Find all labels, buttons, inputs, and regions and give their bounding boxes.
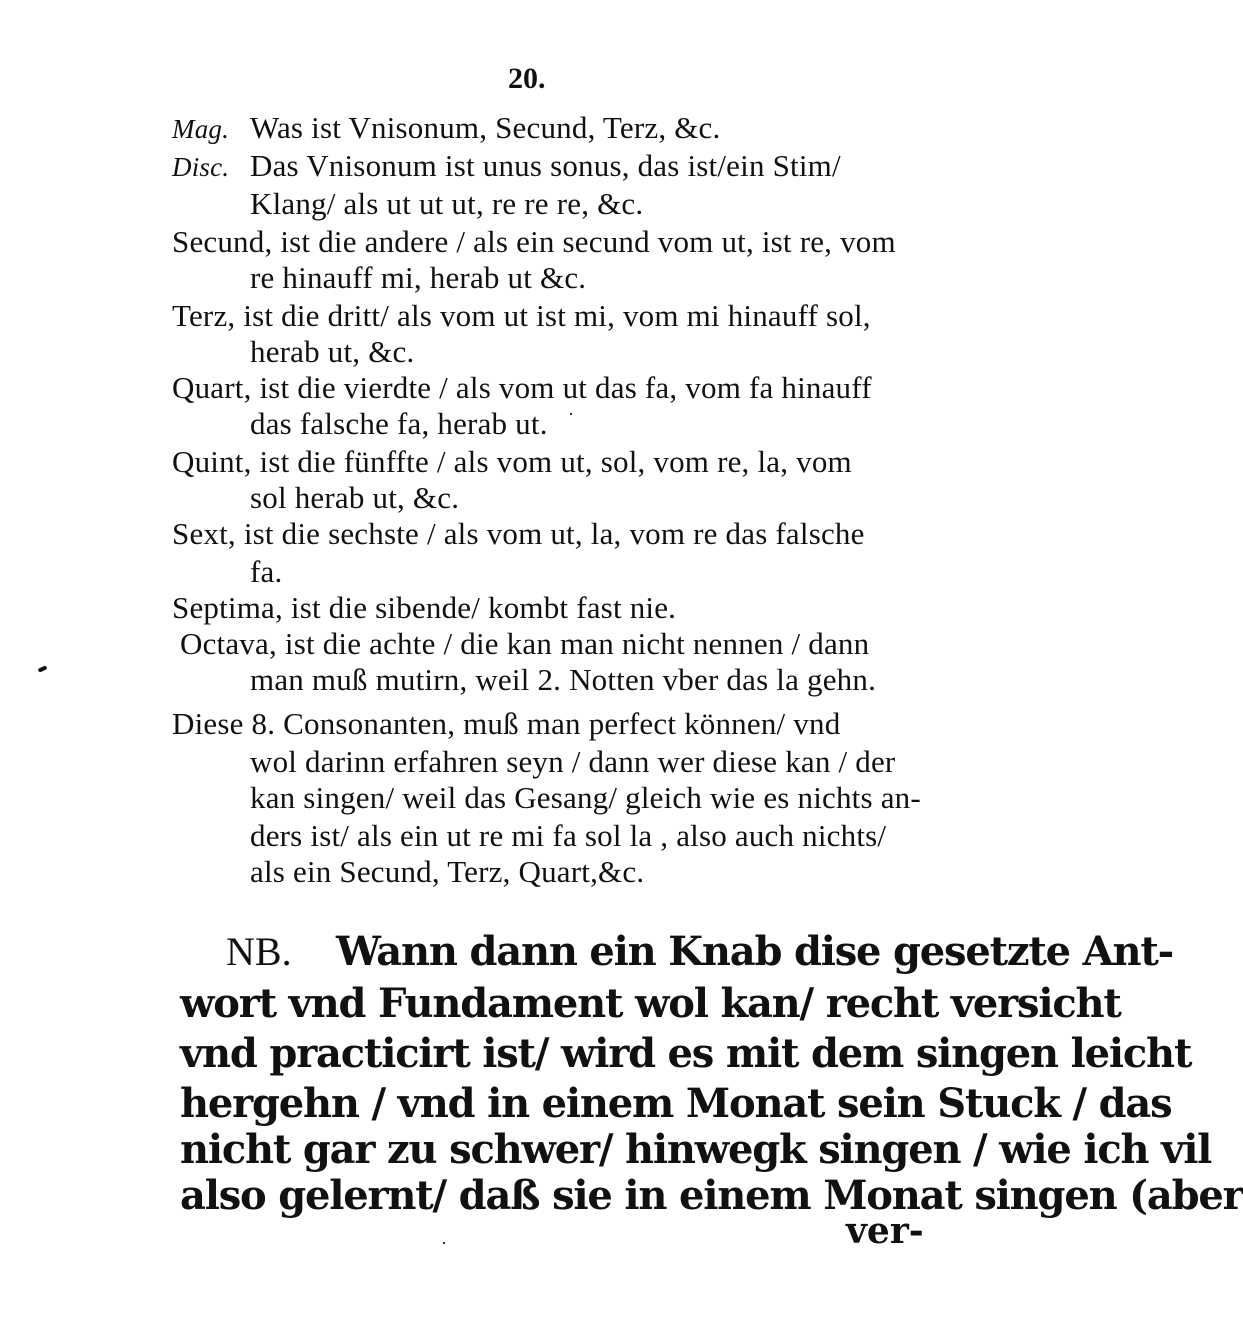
disc-text-1: Das Vnisonum ist unus sonus, das ist/ein Stim/ <box>250 148 841 183</box>
page-number: 20. <box>508 62 546 95</box>
mag-text: Was ist Vnisonum, Secund, Terz, &c. <box>250 110 721 145</box>
nb-line-5: nicht gar zu schwer/ hinwegk singen / wie ich vil <box>180 1126 1212 1173</box>
interval-octava-line-1: Octava, ist die achte / die kan man nicht nennen / dann <box>180 626 870 661</box>
interval-quint-line-2: sol herab ut, &c. <box>250 480 460 515</box>
interval-quint-line-1: Quint, ist die fünffte / als vom ut, sol, vom re, la, vom <box>172 444 852 479</box>
consonants-line-4: ders ist/ als ein ut re mi fa sol la , also auch nichts/ <box>250 818 887 853</box>
consonants-line-2: wol darinn erfahren seyn / dann wer diese kan / der <box>250 744 896 779</box>
speaker-disc: Disc. <box>172 152 230 182</box>
interval-sext-line-2: fa. <box>250 554 283 589</box>
ink-dot <box>570 413 572 415</box>
consonants-line-3: kan singen/ weil das Gesang/ gleich wie es nichts an- <box>250 780 921 815</box>
consonants-line-5: als ein Secund, Terz, Quart,&c. <box>250 854 645 889</box>
mag-line <box>172 110 720 146</box>
nb-label: NB. <box>226 929 292 974</box>
interval-secund-line-1: Secund, ist die andere / als ein secund vom ut, ist re, vom <box>172 224 896 259</box>
disc-text-2: Klang/ als ut ut ut, re re re, &c. <box>250 186 644 221</box>
interval-quart-line-2: das falsche fa, herab ut. <box>250 406 548 441</box>
interval-terz-line-2: herab ut, &c. <box>250 334 415 369</box>
interval-sext-line-1: Sext, ist die sechste / als vom ut, la, vom re das falsche <box>172 516 865 551</box>
interval-octava-line-2: man muß mutirn, weil 2. Notten vber das la gehn. <box>250 662 877 697</box>
interval-septima-line-1: Septima, ist die sibende/ kombt fast nie. <box>172 590 677 625</box>
nb-line-3: vnd practicirt ist/ wird es mit dem singen leicht <box>180 1030 1192 1077</box>
nb-line-2: wort vnd Fundament wol kan/ recht versicht <box>180 980 1121 1027</box>
interval-terz-line-1: Terz, ist die dritt/ als vom ut ist mi, vom mi hinauff sol, <box>172 298 871 333</box>
consonants-line-1: Diese 8. Consonanten, muß man perfect können/ vnd <box>172 706 841 741</box>
catchword: ver- <box>846 1210 924 1252</box>
nb-line-4: hergehn / vnd in einem Monat sein Stuck / das <box>180 1080 1172 1127</box>
ink-speck <box>38 665 48 672</box>
nb-line-6: also gelernt/ daß sie in einem Monat singen (aber <box>180 1172 1243 1219</box>
ink-dot <box>443 1242 445 1244</box>
disc-line <box>172 148 841 184</box>
speaker-mag: Mag. <box>172 114 230 144</box>
nb-line-1 <box>226 928 1173 975</box>
nb-text-1: Wann dann ein Knab dise gesetzte Ant- <box>336 928 1174 975</box>
interval-secund-line-2: re hinauff mi, herab ut &c. <box>250 260 587 295</box>
interval-quart-line-1: Quart, ist die vierdte / als vom ut das fa, vom fa hinauff <box>172 370 872 405</box>
